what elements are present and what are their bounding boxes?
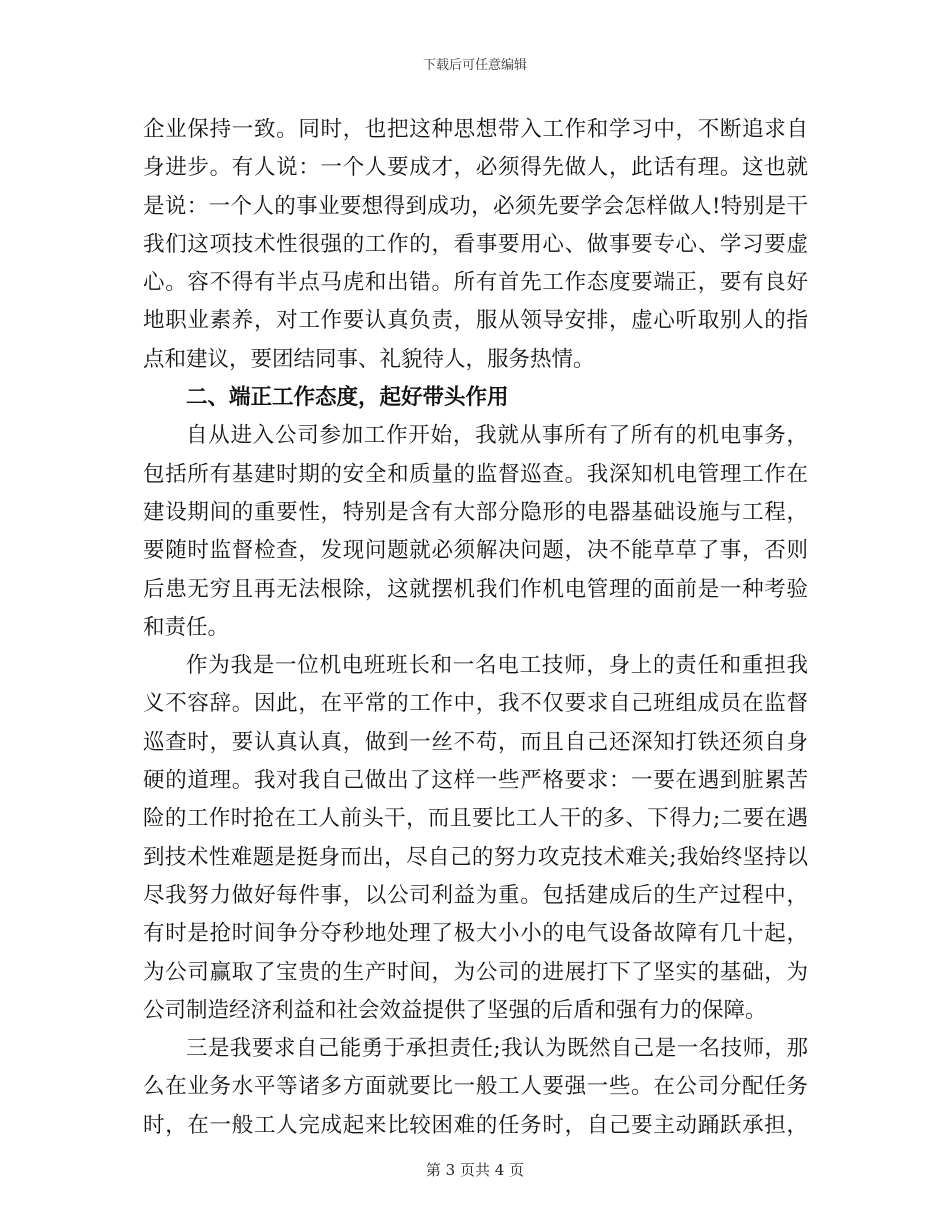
text-line: 建设期间的重要性，特别是含有大部分隐形的电器基础设施与工程， bbox=[143, 499, 808, 525]
text-line: 后患无穷且再无法根除，这就摆机我们作机电管理的面前是一种考验 bbox=[143, 576, 808, 602]
text-line: 硬的道理。我对我自己做出了这样一些严格要求：一要在遇到脏累苦 bbox=[143, 768, 808, 794]
text-line: 公司制造经济利益和社会效益提供了坚强的后盾和强有力的保障。 bbox=[143, 997, 767, 1023]
text-line: 心。容不得有半点马虎和出错。所有首先工作态度要端正，要有良好 bbox=[143, 270, 808, 296]
document-body bbox=[143, 111, 808, 1145]
text-line: 和责任。 bbox=[143, 614, 230, 640]
text-line: 作为我是一位机电班班长和一名电工技师，身上的责任和重担我 bbox=[186, 653, 808, 679]
text-line: 到技术性难题是挺身而出，尽自己的努力攻克技术难关;我始终坚持以 bbox=[143, 844, 808, 870]
text-line: 尽我努力做好每件事，以公司利益为重。包括建成后的生产过程中， bbox=[143, 882, 808, 908]
text-line: 巡查时，要认真认真，做到一丝不苟，而且自己还深知打铁还须自身 bbox=[143, 729, 808, 755]
text-line: 时，在一般工人完成起来比较困难的任务时，自己要主动踊跃承担， bbox=[143, 1112, 808, 1138]
page-number: 第 3 页共 4 页 bbox=[425, 1161, 525, 1179]
text-line: 地职业素养，对工作要认真负责，服从领导安排，虚心听取别人的指 bbox=[143, 308, 808, 334]
text-line: 点和建议，要团结同事、礼貌待人，服务热情。 bbox=[143, 346, 595, 372]
text-line: 企业保持一致。同时，也把这种思想带入工作和学习中，不断追求自 bbox=[143, 117, 808, 142]
text-line: 为公司赢取了宝贵的生产时间，为公司的进展打下了坚实的基础，为 bbox=[143, 959, 808, 985]
text-line: 是说：一个人的事业要想得到成功，必须先要学会怎样做人!特别是干 bbox=[143, 193, 808, 219]
text-line: 要随时监督检查，发现问题就必须解决问题，决不能草草了事，否则 bbox=[143, 538, 808, 564]
text-line: 么在业务水平等诸多方面就要比一般工人要强一些。在公司分配任务 bbox=[143, 1074, 808, 1100]
text-line: 身进步。有人说：一个人要成才，必须得先做人，此话有理。这也就 bbox=[143, 155, 808, 181]
text-line: 自从进入公司参加工作开始，我就从事所有了所有的机电事务， bbox=[186, 423, 808, 449]
page-header: 下载后可任意编辑 bbox=[422, 58, 527, 73]
text-line: 义不容辞。因此，在平常的工作中，我不仅要求自己班组成员在监督 bbox=[143, 691, 808, 717]
section-heading: 二、端正工作态度，起好带头作用 bbox=[186, 385, 509, 411]
text-line: 包括所有基建时期的安全和质量的监督巡查。我深知机电管理工作在 bbox=[143, 461, 808, 487]
text-line: 险的工作时抢在工人前头干，而且要比工人干的多、下得力;二要在遇 bbox=[143, 806, 808, 832]
text-line: 有时是抢时间争分夺秒地处理了极大小小的电气设备故障有几十起， bbox=[143, 921, 808, 947]
text-line: 我们这项技术性很强的工作的，看事要用心、做事要专心、学习要虚 bbox=[143, 231, 808, 257]
text-line: 三是我要求自己能勇于承担责任;我认为既然自己是一名技师，那 bbox=[186, 1036, 808, 1062]
